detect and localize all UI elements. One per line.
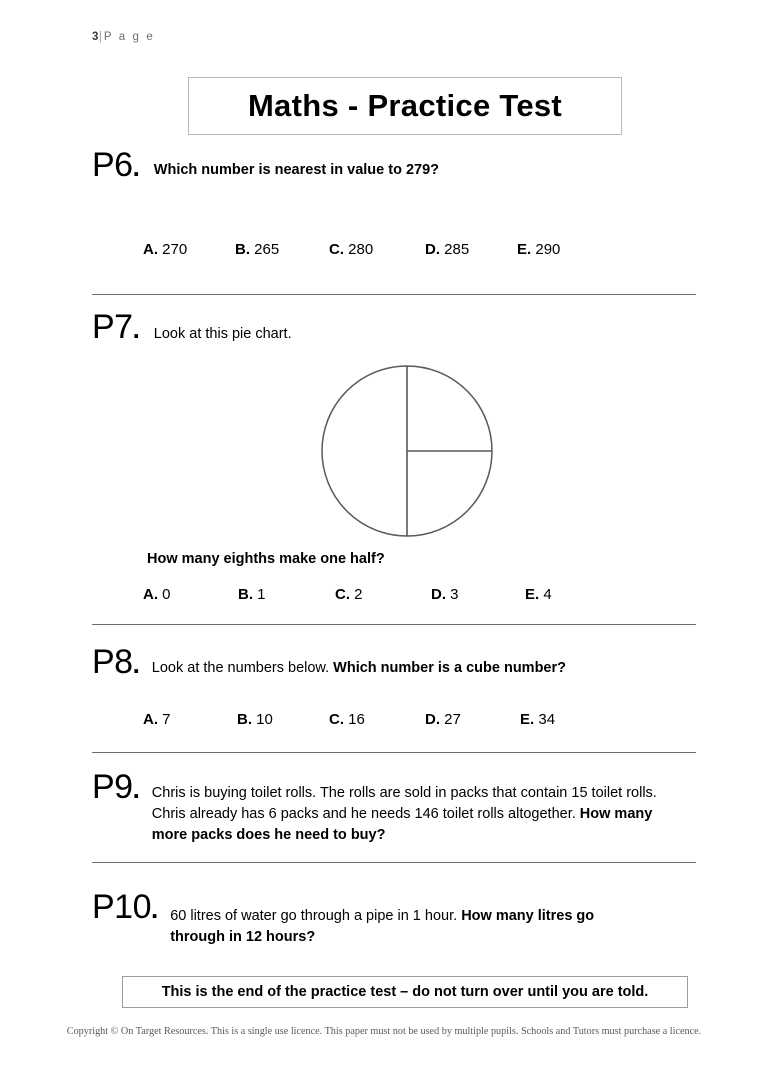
option-value: 10 [256, 711, 273, 728]
pie-chart [320, 364, 494, 538]
question-label-p9: P9. [92, 768, 140, 806]
option-p8-e[interactable] [520, 711, 555, 728]
question-p9 [92, 770, 712, 846]
option-letter: B. [235, 241, 250, 258]
option-p7-a[interactable] [143, 586, 238, 603]
option-value: 27 [444, 711, 461, 728]
option-value: 285 [444, 241, 470, 258]
option-letter: E. [520, 711, 535, 728]
option-p8-c[interactable] [329, 711, 425, 728]
question-label-p8: P8. [92, 643, 140, 681]
option-p6-c[interactable] [329, 241, 425, 258]
question-text-p8-plain: Look at the numbers below. [151, 660, 334, 676]
question-text-p10-bold: How many litres go through in 12 hours? [170, 908, 595, 945]
page-header [92, 31, 155, 43]
section-divider-2 [92, 624, 696, 625]
option-value: 3 [450, 586, 459, 603]
pie-chart-svg [320, 364, 494, 538]
question-p10 [92, 890, 712, 948]
question-p8 [92, 645, 712, 679]
page-title: Maths - Practice Test [247, 88, 563, 123]
page-number: 3 [92, 31, 99, 43]
option-letter: D. [425, 241, 440, 258]
page-header-separator: | [98, 31, 104, 43]
options-p8 [143, 711, 555, 728]
sub-question-p7: How many eighths make one half? [147, 551, 385, 567]
option-value: 1 [257, 586, 266, 603]
title-box [188, 77, 622, 135]
option-letter: D. [431, 586, 446, 603]
question-text-p9 [152, 770, 673, 846]
question-label-p6: P6. [92, 146, 140, 184]
question-text-p6: Which number is nearest in value to 279? [153, 162, 440, 178]
option-value: 34 [538, 711, 556, 728]
option-letter: A. [143, 711, 158, 728]
option-letter: B. [238, 586, 253, 603]
question-text-p8-bold: Which number is a cube number? [333, 660, 566, 676]
question-text-p10 [170, 890, 640, 948]
options-p6 [143, 241, 560, 258]
section-divider-3 [92, 752, 696, 753]
option-letter: D. [425, 711, 440, 728]
option-letter: C. [329, 241, 344, 258]
option-letter: C. [329, 711, 344, 728]
option-p8-d[interactable] [425, 711, 520, 728]
option-letter: A. [143, 586, 158, 603]
end-of-test-text: This is the end of the practice test – do not turn over until you are told. [161, 984, 649, 1000]
option-value: 290 [535, 241, 561, 258]
option-letter: E. [517, 241, 532, 258]
question-text-p7: Look at this pie chart. [153, 326, 292, 342]
option-value: 270 [162, 241, 188, 258]
option-value: 0 [162, 586, 171, 603]
option-p6-d[interactable] [425, 241, 517, 258]
option-p8-a[interactable] [143, 711, 237, 728]
option-letter: A. [143, 241, 158, 258]
option-p7-b[interactable] [238, 586, 335, 603]
page-word: P a g e [103, 31, 155, 43]
option-p7-e[interactable] [525, 586, 552, 603]
option-value: 2 [354, 586, 363, 603]
option-value: 280 [348, 241, 374, 258]
option-value: 265 [254, 241, 280, 258]
options-p7 [143, 586, 552, 603]
section-divider-4 [92, 862, 696, 863]
question-label-p7: P7. [92, 308, 140, 346]
question-label-p10: P10. [92, 888, 158, 926]
option-letter: C. [335, 586, 350, 603]
footer-copyright: Copyright © On Target Resources. This is a single use licence. This paper must not be used by multiple pupils. Schools and Tutors must purchase a licence. [66, 1026, 702, 1037]
option-value: 16 [348, 711, 365, 728]
question-text-p8 [152, 645, 566, 679]
option-p6-b[interactable] [235, 241, 329, 258]
option-letter: B. [237, 711, 252, 728]
option-p6-e[interactable] [517, 241, 560, 258]
question-text-p9-bold: How many more packs does he need to buy? [151, 806, 653, 843]
option-value: 4 [543, 586, 552, 603]
question-p6 [92, 148, 692, 182]
question-text-p10-plain: 60 litres of water go through a pipe in 1 hour. [170, 908, 462, 924]
question-text-p9-plain: Chris is buying toilet rolls. The rolls are sold in packs that contain 15 toilet rolls. Chris already has 6 packs and he needs 146 toilet rolls altogether. [151, 785, 657, 822]
option-p8-b[interactable] [237, 711, 329, 728]
option-p6-a[interactable] [143, 241, 235, 258]
option-p7-c[interactable] [335, 586, 431, 603]
option-value: 7 [162, 711, 171, 728]
option-letter: E. [525, 586, 540, 603]
option-p7-d[interactable] [431, 586, 525, 603]
question-p7 [92, 310, 692, 345]
section-divider-1 [92, 294, 696, 295]
end-of-test-box [122, 976, 688, 1008]
